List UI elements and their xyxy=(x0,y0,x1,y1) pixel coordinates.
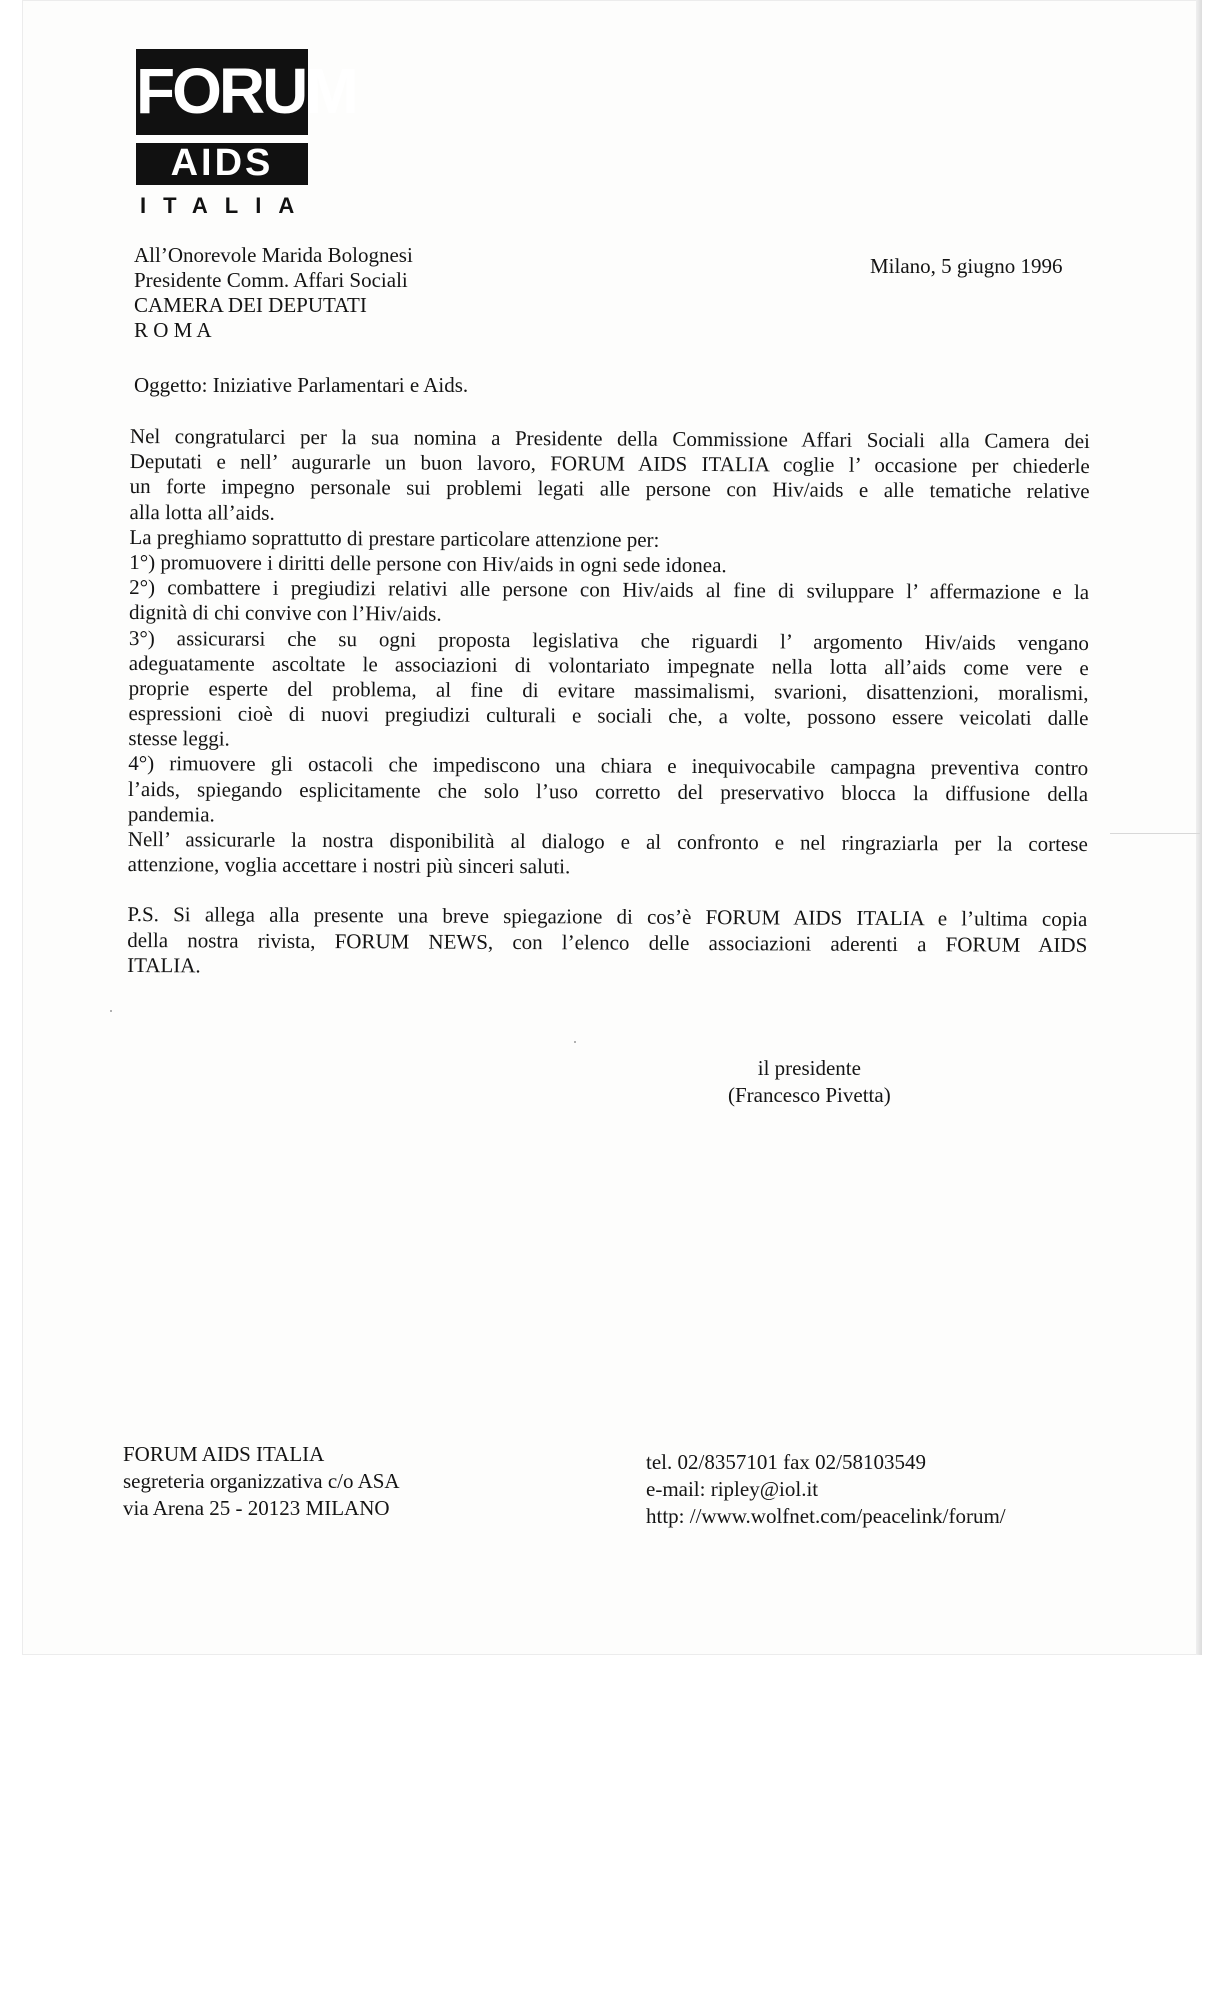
body-line: alla lotta all’aids. xyxy=(129,499,275,525)
letter-date: Milano, 5 giugno 1996 xyxy=(870,254,1063,278)
signature-title: il presidente xyxy=(757,1056,861,1080)
footer-address xyxy=(123,1442,400,1523)
paper-speck xyxy=(574,1041,576,1043)
signature-name: (Francesco Pivetta) xyxy=(728,1083,891,1107)
body-line: ITALIA. xyxy=(127,952,201,978)
body-line: adeguatamente ascoltate le associazioni di volontariato impegnate nella lotta all’aids come vere e xyxy=(128,650,1089,680)
letter-subject: Oggetto: Iniziative Parlamentari e Aids. xyxy=(134,373,469,397)
body-line: 3°) assicurarsi che su ogni proposta legislativa che riguardi l’ argomento Hiv/aids vengano xyxy=(128,625,1089,655)
recipient-address xyxy=(134,243,413,343)
body-line: 4°) rimuovere gli ostacoli che impediscono una chiara e inequivocabile campagna preventiva contro xyxy=(128,751,1089,781)
body-line: attenzione, voglia accettare i nostri più sinceri saluti. xyxy=(127,852,571,879)
body-line: La preghiamo soprattutto di prestare particolare attenzione per: xyxy=(129,524,660,552)
letter-body xyxy=(127,424,1090,983)
body-line: pandemia. xyxy=(127,801,215,827)
body-line: espressioni cioè di nuovi pregiudizi culturali e sociali che, a volte, possono essere veicolati dalle xyxy=(128,701,1089,731)
recipient-line: All’Onorevole Marida Bolognesi xyxy=(134,243,413,267)
footer-website: http: //www.wolfnet.com/peacelink/forum/ xyxy=(646,1504,1006,1528)
body-line: Deputati e nell’ augurarle un buon lavoro, FORUM AIDS ITALIA coglie l’ occasione per chiederle xyxy=(129,449,1090,479)
body-line: stesse leggi. xyxy=(128,726,230,751)
body-line: P.S. Si allega alla presente una breve spiegazione di cos’è FORUM AIDS ITALIA e l’ultima copia xyxy=(127,902,1088,932)
page-edge xyxy=(1196,0,1202,1655)
footer-email: e-mail: ripley@iol.it xyxy=(646,1477,819,1501)
logo-italia-text: ITALIA xyxy=(140,193,312,218)
footer-org-name: FORUM AIDS ITALIA xyxy=(123,1442,325,1466)
page-fold-line xyxy=(1110,833,1200,834)
body-line: 1°) promuovere i diritti delle persone con Hiv/aids in ogni sede idonea. xyxy=(129,549,727,578)
logo-aids-text: AIDS xyxy=(136,143,308,185)
body-line: proprie esperte del problema, al fine di evitare massimalismi, svarioni, disattenzioni, moralismi, xyxy=(128,675,1089,705)
paper-speck xyxy=(110,1010,112,1012)
body-line: Nell’ assicurarle la nostra disponibilità al dialogo e al confronto e nel ringraziarla per la cortese xyxy=(127,826,1088,857)
logo-forum-text: FORUM xyxy=(136,49,308,135)
recipient-line: CAMERA DEI DEPUTATI xyxy=(134,293,367,317)
footer-street: via Arena 25 - 20123 MILANO xyxy=(123,1496,390,1520)
body-line: Nel congratularci per la sua nomina a Presidente della Commissione Affari Sociali alla Camera dei xyxy=(129,424,1090,454)
body-line: l’aids, spiegando esplicitamente che solo l’uso corretto del preservativo blocca la diffusione della xyxy=(128,776,1089,806)
forum-aids-italia-logo xyxy=(136,49,356,219)
body-line: della nostra rivista, FORUM NEWS, con l’elenco delle associazioni aderenti a FORUM AIDS xyxy=(127,927,1088,957)
body-line: dignità di chi convive con l’Hiv/aids. xyxy=(128,600,442,626)
signature-block xyxy=(728,1056,891,1110)
body-line: 2°) combattere i pregiudizi relativi alle persone con Hiv/aids al fine di sviluppare l’ affermazione e la xyxy=(129,575,1090,605)
footer-phone-fax: tel. 02/8357101 fax 02/58103549 xyxy=(646,1450,926,1474)
recipient-line: R O M A xyxy=(134,318,212,342)
body-line: un forte impegno personale sui problemi legati alle persone con Hiv/aids e alle tematiche relative xyxy=(129,474,1090,504)
recipient-line: Presidente Comm. Affari Sociali xyxy=(134,268,408,292)
footer-contacts xyxy=(646,1450,1006,1531)
footer-secretariat: segreteria organizzativa c/o ASA xyxy=(123,1469,400,1493)
